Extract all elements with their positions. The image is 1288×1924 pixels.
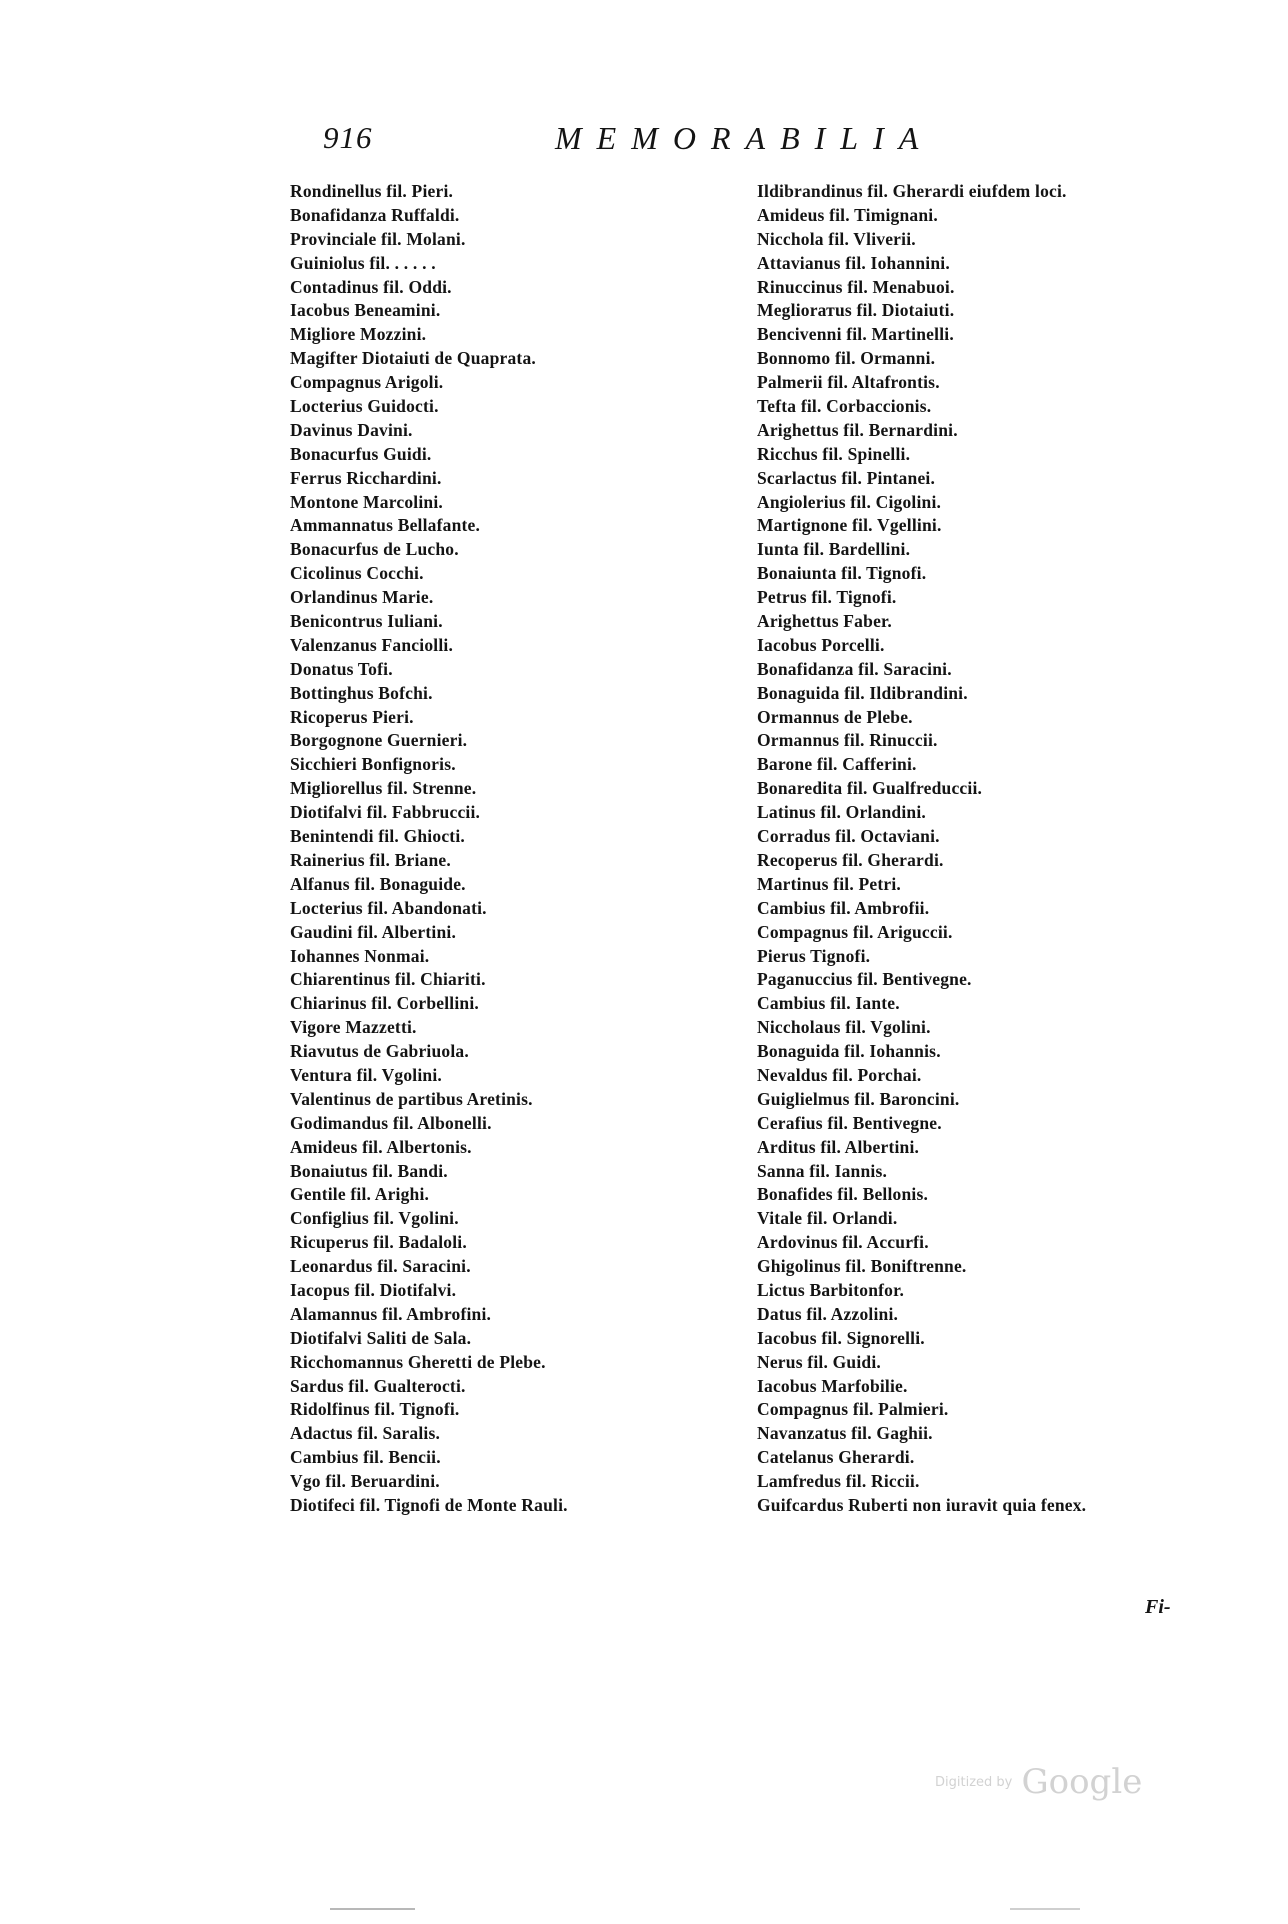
- name-entry: Ormannus fil. Rinuccii.: [757, 730, 938, 751]
- name-entry: Bottinghus Bofchi.: [290, 682, 433, 703]
- name-entry: Donatus Tofi.: [290, 658, 393, 679]
- name-entry: Diotifeci fil. Tignofi de Monte Rauli.: [290, 1494, 568, 1515]
- name-entry: Ammannatus Bellafante.: [290, 515, 481, 536]
- name-entry: Locterius fil. Abandonati.: [290, 897, 487, 918]
- name-entry: Valenzanus Fanciolli.: [290, 634, 454, 655]
- name-entry: Nevaldus fil. Porchai.: [757, 1064, 922, 1085]
- name-entry: Scarlactus fil. Pintanei.: [757, 467, 936, 488]
- name-entry: Benicontrus Iuliani.: [290, 611, 443, 632]
- name-entry: Vitale fil. Orlandi.: [757, 1208, 898, 1229]
- name-entry: Cambius fil. Bencii.: [290, 1447, 441, 1468]
- name-entry: Corradus fil. Octaviani.: [757, 826, 940, 847]
- name-entry: Ardovinus fil. Accurfi.: [757, 1232, 929, 1253]
- left-name-column: [290, 180, 730, 1518]
- name-entry: Sicchieri Bonfignoris.: [290, 754, 456, 775]
- name-entry: Guiglielmus fil. Baroncini.: [757, 1088, 960, 1109]
- name-entry: Ricuperus fil. Badaloli.: [290, 1232, 467, 1253]
- name-entry: Godimandus fil. Albonelli.: [290, 1112, 492, 1133]
- name-entry: Arighettus fil. Bernardini.: [757, 419, 958, 440]
- name-entry: Borgognone Guernieri.: [290, 730, 468, 751]
- name-entry: Iacopus fil. Diotifalvi.: [290, 1279, 457, 1300]
- name-entry: Guifcardus Ruberti non iuravit quia fenex.: [757, 1494, 1087, 1515]
- name-entry: Paganuccius fil. Bentivegne.: [757, 969, 972, 990]
- name-entry: Iacobus Porcelli.: [757, 634, 885, 655]
- name-entry: Niccholaus fil. Vgolini.: [757, 1017, 931, 1038]
- name-entry: Datus fil. Azzolini.: [757, 1303, 899, 1324]
- name-entry: Latinus fil. Orlandini.: [757, 802, 926, 823]
- name-entry: Ricchus fil. Spinelli.: [757, 443, 911, 464]
- name-entry: Ildibrandinus fil. Gherardi eiufdem loci.: [757, 181, 1067, 201]
- name-entry: Martignone fil. Vgellini.: [757, 515, 942, 536]
- name-entry: Nicchola fil. Vliverii.: [757, 228, 916, 249]
- name-entry: Lamfredus fil. Riccii.: [757, 1471, 920, 1492]
- name-entry: Ridolfinus fil. Tignofi.: [290, 1399, 460, 1420]
- name-entry: Rinuccinus fil. Menabuoi.: [757, 276, 955, 297]
- name-entry: Davinus Davini.: [290, 419, 413, 440]
- name-entry: Cerafius fil. Bentivegne.: [757, 1112, 942, 1133]
- name-entry: Compagnus Arigoli.: [290, 372, 444, 393]
- running-title: MEMORABILIA: [555, 120, 934, 156]
- right-name-column: [757, 180, 1197, 1518]
- name-entry: Magifter Diotaiuti de Quaprata.: [290, 348, 536, 369]
- name-entry: Contadinus fil. Oddi.: [290, 276, 452, 297]
- name-entry: Vgo fil. Beruardini.: [290, 1471, 440, 1492]
- name-entry: Amideus fil. Albertonis.: [290, 1136, 472, 1157]
- name-entry: Petrus fil. Tignofi.: [757, 587, 897, 608]
- name-entry: Chiarinus fil. Corbellini.: [290, 993, 479, 1014]
- name-entry: Ferrus Ricchardini.: [290, 467, 442, 488]
- name-entry: Bonaguida fil. Iohannis.: [757, 1041, 941, 1062]
- name-entry: Bonaredita fil. Gualfreduccii.: [757, 778, 983, 799]
- name-entry: Tefta fil. Corbaccionis.: [757, 396, 932, 417]
- name-entry: Valentinus de partibus Aretinis.: [290, 1088, 533, 1109]
- name-entry: Gaudini fil. Albertini.: [290, 921, 457, 942]
- name-entry: Leonardus fil. Saracini.: [290, 1256, 471, 1277]
- name-entry: Angiolerius fil. Cigolini.: [757, 491, 942, 512]
- name-entry: Navanzatus fil. Gaghii.: [757, 1423, 933, 1444]
- name-entry: Provinciale fil. Molani.: [290, 228, 466, 249]
- name-entry: Sanna fil. Iannis.: [757, 1160, 888, 1181]
- name-entry: Iunta fil. Bardellini.: [757, 539, 911, 560]
- name-entry: Attavianus fil. Iohannini.: [757, 252, 950, 273]
- name-entry: Ricoperus Pieri.: [290, 706, 414, 727]
- name-entry: Bonnomo fil. Ormanni.: [757, 348, 936, 369]
- name-entry: Montone Marcolini.: [290, 491, 443, 512]
- name-entry: Martinus fil. Petri.: [757, 873, 901, 894]
- name-entry: Bonacurfus de Lucho.: [290, 539, 459, 560]
- name-entry: Orlandinus Marie.: [290, 587, 434, 608]
- watermark-caption: Digitized by: [935, 1774, 1013, 1790]
- name-entry: Nerus fil. Guidi.: [757, 1351, 881, 1372]
- name-entry: Pierus Tignofi.: [757, 945, 871, 966]
- name-entry: Gentile fil. Arighi.: [290, 1184, 430, 1205]
- name-entry: Migliorellus fil. Strenne.: [290, 778, 477, 799]
- name-entry: Vigore Mazzetti.: [290, 1017, 417, 1038]
- name-entry: Alamannus fil. Ambrofini.: [290, 1303, 492, 1324]
- page-number: 916: [323, 120, 373, 155]
- name-entry: Compagnus fil. Ariguccii.: [757, 921, 953, 942]
- name-entry: Locterius Guidocti.: [290, 396, 439, 417]
- name-entry: Bonaiutus fil. Bandi.: [290, 1160, 448, 1181]
- name-entry: Ricchomannus Gheretti de Plebe.: [290, 1351, 546, 1372]
- name-entry: Riavutus de Gabriuola.: [290, 1041, 469, 1062]
- name-entry: Cicolinus Cocchi.: [290, 563, 424, 584]
- name-entry: Catelanus Gherardi.: [757, 1447, 915, 1468]
- catchword: Fi-: [1145, 1596, 1171, 1618]
- name-entry: Adactus fil. Saralis.: [290, 1423, 441, 1444]
- name-entry: Bonafides fil. Bellonis.: [757, 1184, 929, 1205]
- name-entry: Rondinellus fil. Pieri.: [290, 181, 454, 201]
- name-entry: Lictus Barbitonfor.: [757, 1279, 905, 1300]
- name-entry: Benintendi fil. Ghiocti.: [290, 826, 465, 847]
- name-entry: Arditus fil. Albertini.: [757, 1136, 920, 1157]
- name-entry: Ormannus de Plebe.: [757, 706, 913, 727]
- name-entry: Rainerius fil. Briane.: [290, 849, 451, 870]
- name-entry: Chiarentinus fil. Chiariti.: [290, 969, 486, 990]
- name-entry: Diotifalvi Saliti de Sala.: [290, 1327, 472, 1348]
- name-entry: Palmerii fil. Altafrontis.: [757, 372, 940, 393]
- watermark-logo: Google: [1021, 1762, 1143, 1802]
- name-entry: Diotifalvi fil. Fabbruccii.: [290, 802, 481, 823]
- name-entry: Iacobus fil. Signorelli.: [757, 1327, 925, 1348]
- name-entry: Alfanus fil. Bonaguide.: [290, 873, 466, 894]
- digitized-watermark: [935, 1762, 1142, 1802]
- name-entry: Amideus fil. Timignani.: [757, 204, 938, 225]
- name-entry: Cambius fil. Ambrofii.: [757, 897, 930, 918]
- name-entry: Bonafidanza Ruffaldi.: [290, 204, 460, 225]
- name-entry: Bonaguida fil. Ildibrandini.: [757, 682, 968, 703]
- name-entry: Configlius fil. Vgolini.: [290, 1208, 459, 1229]
- bottom-rule-right: [1010, 1908, 1080, 1910]
- name-entry: Ventura fil. Vgolini.: [290, 1064, 443, 1085]
- name-entry: Megliorатus fil. Diotaiuti.: [757, 300, 955, 321]
- name-entry: Compagnus fil. Palmieri.: [757, 1399, 949, 1420]
- name-entry: Iacobus Beneamini.: [290, 300, 441, 321]
- name-entry: Iohannes Nonmai.: [290, 945, 430, 966]
- bottom-rule-left: [330, 1908, 415, 1910]
- name-entry: Cambius fil. Iante.: [757, 993, 900, 1014]
- name-entry: Sardus fil. Gualterocti.: [290, 1375, 466, 1396]
- name-entry: Barone fil. Cafferini.: [757, 754, 917, 775]
- name-entry: Bencivenni fil. Martinelli.: [757, 324, 954, 345]
- name-entry: Arighettus Faber.: [757, 611, 892, 632]
- name-entry: Recoperus fil. Gherardi.: [757, 849, 944, 870]
- name-entry: Migliore Mozzini.: [290, 324, 427, 345]
- name-entry: Guiniolus fil. . . . . .: [290, 252, 436, 273]
- name-entry: Bonacurfus Guidi.: [290, 443, 432, 464]
- name-entry: Bonaiunta fil. Tignofi.: [757, 563, 927, 584]
- name-entry: Iacobus Marfobilie.: [757, 1375, 908, 1396]
- name-entry: Ghigolinus fil. Boniftrenne.: [757, 1256, 967, 1277]
- name-entry: Bonafidanza fil. Saracini.: [757, 658, 952, 679]
